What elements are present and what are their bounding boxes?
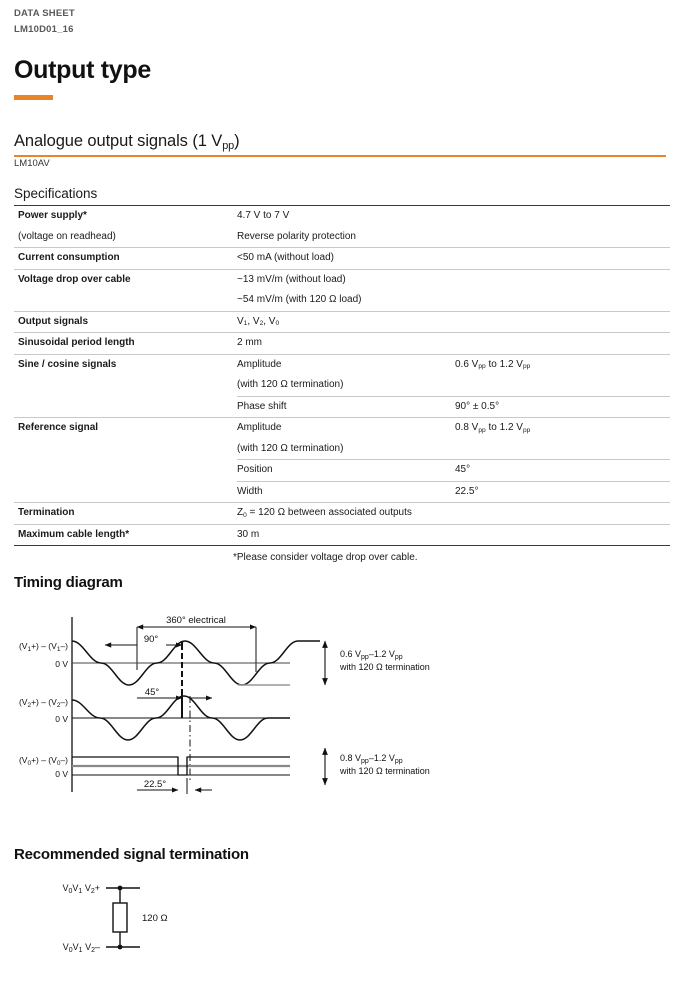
row-label: Current consumption (14, 248, 237, 270)
specifications-title: Specifications (14, 186, 98, 201)
table-row (14, 269, 670, 290)
row-value: Amplitude (237, 354, 455, 375)
document-kicker: DATA SHEET (14, 8, 75, 19)
row-label (14, 460, 237, 482)
section-heading (14, 132, 240, 151)
specifications-table (14, 205, 670, 546)
row-label: Sinusoidal period length (14, 333, 237, 355)
row-label: (voltage on readhead) (18, 230, 116, 242)
row-value-2: 45° (455, 460, 670, 482)
row-value-2 (455, 227, 670, 248)
row-label (14, 375, 237, 396)
width-225-label: 22.5° (143, 779, 167, 790)
row-value: ~54 mV/m (with 120 Ω load) (237, 294, 362, 305)
row-value-2: 0.8 $V_{pp}$ to 1.2 $V_{pp}$ (455, 418, 670, 439)
row-value: (with 120 Ω termination) (237, 442, 344, 454)
ref-amplitude-label-1: 0.8 Vpp–1.2 Vpp (340, 753, 403, 765)
table-row (14, 375, 670, 396)
termination-bottom-label: V0V1 V2– (62, 942, 100, 954)
row-value-2 (455, 524, 670, 546)
span-360-label: 360° electrical (166, 615, 226, 626)
table-row-output-signals (14, 311, 670, 333)
timing-diagram-heading: Timing diagram (14, 574, 123, 591)
table-row-phase-shift (14, 396, 670, 418)
row-value: Amplitude (237, 418, 455, 439)
row-value: Position (237, 460, 455, 482)
row-value-2: 90° ± 0.5° (455, 396, 670, 418)
title-accent-rule (14, 95, 53, 100)
table-row (14, 333, 670, 355)
row-value-2 (455, 311, 670, 333)
sine-amplitude-label-1: 0.6 Vpp–1.2 Vpp (340, 649, 403, 661)
row-label (14, 439, 237, 460)
row-value: $Z_0 = 120$ Ω between associated outputs (237, 503, 670, 525)
table-footnote: *Please consider voltage drop over cable. (233, 552, 418, 563)
section-heading-text: Analogue output signals (1 V (14, 132, 223, 150)
row-value-2 (455, 290, 670, 311)
timing-diagram (0, 600, 500, 830)
row-value-2 (455, 206, 670, 227)
row-label: Reference signal (14, 418, 237, 439)
page-title: Output type (14, 56, 151, 84)
table-row-termination (14, 503, 670, 525)
row-value-2 (455, 439, 670, 460)
section-subtitle: LM10AV (14, 158, 50, 169)
table-row (14, 248, 670, 270)
row-label: Power supply* (14, 206, 237, 227)
trace1-zero-label: 0 V (55, 659, 68, 669)
row-value: $V_1$, $V_2$, $V_0$ (237, 311, 455, 333)
row-value-2 (455, 269, 670, 290)
row-value: <50 mA (without load) (237, 248, 455, 270)
document-code: LM10D01_16 (14, 24, 74, 35)
row-value-2 (455, 333, 670, 355)
trace2-zero-label: 0 V (55, 714, 68, 724)
table-row (14, 227, 670, 248)
row-label: Voltage drop over cable (14, 269, 237, 290)
sine-amplitude-label-2: with 120 Ω termination (340, 662, 430, 672)
table-row-width (14, 481, 670, 503)
trace0-label: (V0+) – (V0–) (18, 755, 68, 767)
specifications-block (14, 186, 666, 563)
table-row-sine-cosine (14, 354, 670, 375)
phase-90-label: 90° (143, 634, 159, 645)
row-value: Reverse polarity protection (237, 230, 356, 242)
trace0-zero-label: 0 V (55, 769, 68, 779)
termination-heading: Recommended signal termination (14, 846, 249, 863)
row-value: Width (237, 481, 455, 503)
row-label: Output signals (14, 311, 237, 333)
ref-amplitude-label-2: with 120 Ω termination (340, 766, 430, 776)
row-value: (with 120 Ω termination) (237, 379, 344, 390)
termination-diagram (0, 870, 300, 970)
table-row (14, 439, 670, 460)
termination-top-label: V0V1 V2+ (62, 883, 100, 895)
section-heading-suffix: ) (234, 132, 240, 150)
resistor-symbol (113, 903, 127, 932)
phase-45-label: 45° (144, 687, 160, 698)
row-label (14, 481, 237, 503)
row-value-2: 22.5° (455, 481, 670, 503)
trace1-label: (V1+) – (V1–) (18, 641, 68, 653)
row-label (14, 290, 237, 311)
trace2-label: (V2+) – (V2–) (18, 697, 68, 709)
row-value: 2 mm (237, 333, 455, 355)
table-row (14, 290, 670, 311)
row-value-2 (455, 375, 670, 396)
table-row (14, 524, 670, 546)
section-accent-rule (14, 155, 666, 157)
row-label: Termination (14, 503, 237, 525)
row-value-2 (455, 248, 670, 270)
row-label: Maximum cable length* (14, 524, 237, 546)
row-label (14, 396, 237, 418)
row-value: 30 m (237, 524, 455, 546)
row-value: 4.7 V to 7 V (237, 206, 455, 227)
row-value: ~13 mV/m (without load) (237, 269, 455, 290)
row-label: Sine / cosine signals (14, 354, 237, 375)
table-row (14, 206, 670, 227)
resistor-value-label: 120 Ω (142, 913, 168, 924)
table-row-reference-signal (14, 418, 670, 439)
row-value: Phase shift (237, 396, 455, 418)
section-heading-subscript: pp (222, 140, 235, 153)
row-value-2: 0.6 $V_{pp}$ to 1.2 $V_{pp}$ (455, 354, 670, 375)
table-row-position (14, 460, 670, 482)
